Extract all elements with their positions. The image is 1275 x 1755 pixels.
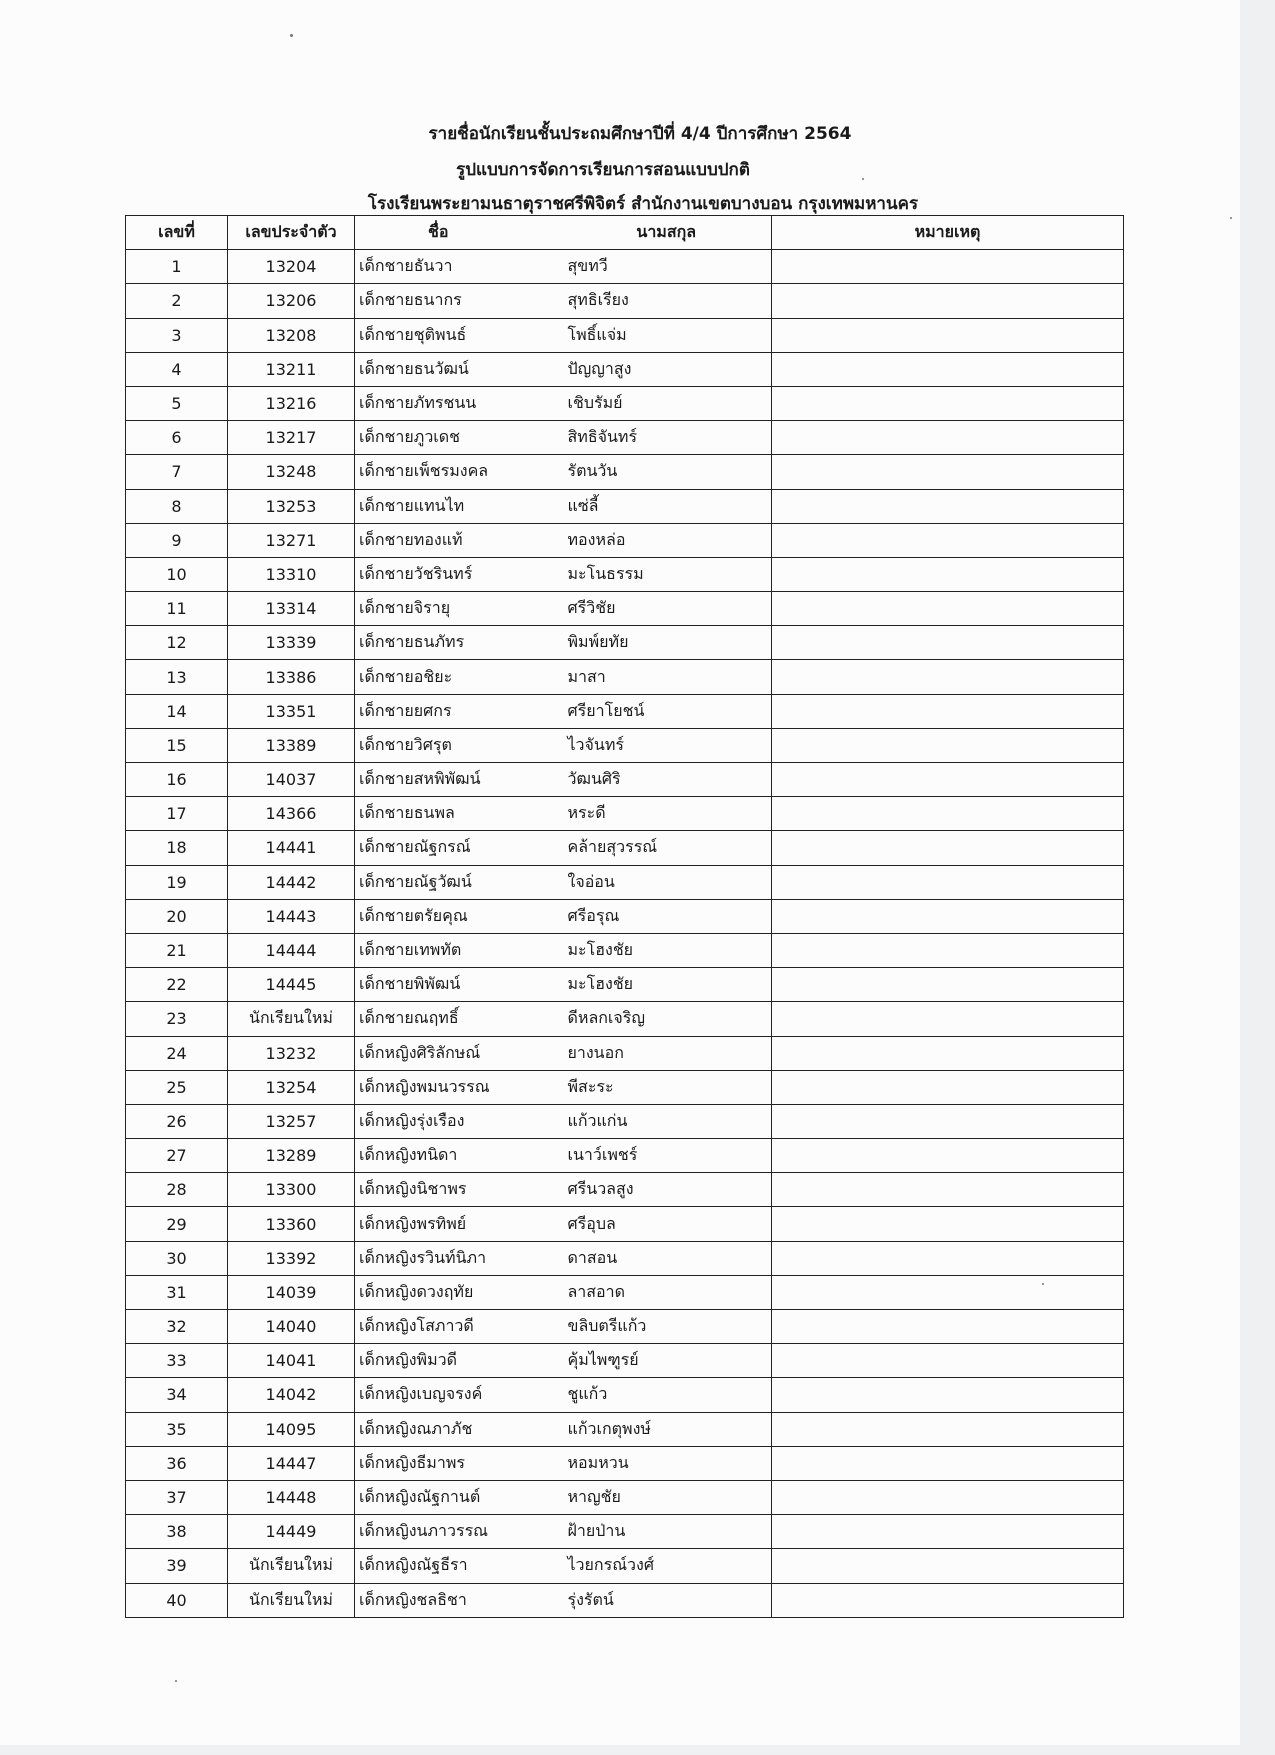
cell-surname: ศรีอุบล	[562, 1207, 772, 1241]
cell-note	[772, 694, 1124, 728]
table-row	[126, 352, 1124, 386]
cell-student-id: 13248	[228, 455, 355, 489]
table-row	[126, 968, 1124, 1002]
cell-no: 34	[126, 1378, 228, 1412]
cell-no: 25	[126, 1070, 228, 1104]
cell-surname: ชูแก้ว	[562, 1378, 772, 1412]
cell-surname: ศรีวิชัย	[562, 592, 772, 626]
table-row	[126, 1207, 1124, 1241]
cell-surname: เชิบรัมย์	[562, 386, 772, 420]
cell-first-name: เด็กหญิงโสภาวดี	[355, 1310, 562, 1344]
cell-first-name: เด็กหญิงรวินท์นิภา	[355, 1241, 562, 1275]
cell-note	[772, 455, 1124, 489]
column-header-name: ชื่อ	[355, 216, 562, 250]
cell-surname: หระดี	[562, 797, 772, 831]
cell-first-name: เด็กชายณัฐวัฒน์	[355, 865, 562, 899]
cell-no: 27	[126, 1139, 228, 1173]
cell-note	[772, 592, 1124, 626]
cell-surname: ใจอ่อน	[562, 865, 772, 899]
cell-note	[772, 1412, 1124, 1446]
cell-surname: ฝ้ายป่าน	[562, 1515, 772, 1549]
cell-student-id: นักเรียนใหม่	[228, 1549, 355, 1583]
cell-student-id: 13216	[228, 386, 355, 420]
cell-surname: ลาสอาด	[562, 1275, 772, 1309]
table-row	[126, 386, 1124, 420]
cell-surname: แซ่ลี้	[562, 489, 772, 523]
scan-speck	[175, 1680, 177, 1682]
cell-first-name: เด็กหญิงธีมาพร	[355, 1446, 562, 1480]
cell-note	[772, 1275, 1124, 1309]
cell-surname: หอมหวน	[562, 1446, 772, 1480]
cell-first-name: เด็กชายแทนไท	[355, 489, 562, 523]
cell-first-name: เด็กหญิงณัฐกานต์	[355, 1480, 562, 1514]
table-row	[126, 1104, 1124, 1138]
scan-speck	[290, 34, 293, 37]
cell-no: 35	[126, 1412, 228, 1446]
cell-surname: ปัญญาสูง	[562, 352, 772, 386]
cell-note	[772, 1549, 1124, 1583]
cell-student-id: 14443	[228, 899, 355, 933]
column-header-no: เลขที่	[126, 216, 228, 250]
cell-no: 26	[126, 1104, 228, 1138]
cell-first-name: เด็กชายภัทรชนน	[355, 386, 562, 420]
table-row	[126, 1378, 1124, 1412]
cell-surname: ศรีอรุณ	[562, 899, 772, 933]
cell-note	[772, 421, 1124, 455]
cell-no: 28	[126, 1173, 228, 1207]
cell-no: 9	[126, 523, 228, 557]
cell-first-name: เด็กหญิงพิมวดี	[355, 1344, 562, 1378]
cell-first-name: เด็กชายธนพล	[355, 797, 562, 831]
cell-surname: คล้ายสุวรรณ์	[562, 831, 772, 865]
cell-student-id: 13289	[228, 1139, 355, 1173]
cell-first-name: เด็กหญิงศิริลักษณ์	[355, 1036, 562, 1070]
cell-surname: สิทธิจันทร์	[562, 421, 772, 455]
cell-note	[772, 1446, 1124, 1480]
cell-no: 31	[126, 1275, 228, 1309]
table-row	[126, 831, 1124, 865]
cell-note	[772, 557, 1124, 591]
cell-note	[772, 763, 1124, 797]
cell-no: 23	[126, 1002, 228, 1036]
cell-first-name: เด็กหญิงทนิดา	[355, 1139, 562, 1173]
cell-note	[772, 1207, 1124, 1241]
cell-first-name: เด็กชายวัชรินทร์	[355, 557, 562, 591]
cell-first-name: เด็กชายธันวา	[355, 250, 562, 284]
cell-no: 37	[126, 1480, 228, 1514]
cell-note	[772, 933, 1124, 967]
cell-note	[772, 318, 1124, 352]
cell-no: 14	[126, 694, 228, 728]
table-row	[126, 694, 1124, 728]
cell-no: 19	[126, 865, 228, 899]
table-row	[126, 1480, 1124, 1514]
cell-note	[772, 660, 1124, 694]
cell-first-name: เด็กหญิงนิชาพร	[355, 1173, 562, 1207]
cell-no: 20	[126, 899, 228, 933]
cell-first-name: เด็กชายตรัยคุณ	[355, 899, 562, 933]
cell-student-id: 14448	[228, 1480, 355, 1514]
cell-student-id: 14042	[228, 1378, 355, 1412]
column-header-note: หมายเหตุ	[772, 216, 1124, 250]
cell-note	[772, 1036, 1124, 1070]
cell-note	[772, 1104, 1124, 1138]
cell-note	[772, 1583, 1124, 1617]
cell-no: 24	[126, 1036, 228, 1070]
table-row	[126, 1583, 1124, 1617]
cell-first-name: เด็กหญิงเบญจรงค์	[355, 1378, 562, 1412]
cell-note	[772, 728, 1124, 762]
table-row	[126, 1275, 1124, 1309]
cell-first-name: เด็กชายธนวัฒน์	[355, 352, 562, 386]
cell-first-name: เด็กชายสหพิพัฒน์	[355, 763, 562, 797]
cell-student-id: 14039	[228, 1275, 355, 1309]
cell-note	[772, 523, 1124, 557]
table-row	[126, 660, 1124, 694]
cell-note	[772, 1002, 1124, 1036]
cell-note	[772, 626, 1124, 660]
cell-student-id: 13253	[228, 489, 355, 523]
cell-student-id: 14366	[228, 797, 355, 831]
cell-surname: คุ้มไพฑูรย์	[562, 1344, 772, 1378]
cell-student-id: 13211	[228, 352, 355, 386]
table-row	[126, 592, 1124, 626]
cell-note	[772, 1378, 1124, 1412]
cell-first-name: เด็กชายณฤทธิ์	[355, 1002, 562, 1036]
cell-first-name: เด็กชายธนากร	[355, 284, 562, 318]
table-row	[126, 1002, 1124, 1036]
table-row	[126, 865, 1124, 899]
cell-no: 2	[126, 284, 228, 318]
table-row	[126, 797, 1124, 831]
column-header-surname: นามสกุล	[562, 216, 772, 250]
document-title: รายชื่อนักเรียนชั้นประถมศึกษาปีที่ 4/4 ปีการศึกษา 2564	[428, 124, 852, 144]
cell-first-name: เด็กชายทองแท้	[355, 523, 562, 557]
cell-student-id: 14445	[228, 968, 355, 1002]
column-header-id: เลขประจำตัว	[228, 216, 355, 250]
table-row	[126, 1549, 1124, 1583]
table-row	[126, 1310, 1124, 1344]
cell-no: 1	[126, 250, 228, 284]
cell-first-name: เด็กหญิงณภาภัช	[355, 1412, 562, 1446]
table-row	[126, 1412, 1124, 1446]
cell-note	[772, 250, 1124, 284]
cell-note	[772, 797, 1124, 831]
cell-note	[772, 1241, 1124, 1275]
cell-surname: ขลิบตรีแก้ว	[562, 1310, 772, 1344]
scan-speck	[1230, 217, 1232, 219]
table-header-row	[126, 216, 1124, 250]
table-row	[126, 1173, 1124, 1207]
cell-first-name: เด็กชายเพ็ชรมงคล	[355, 455, 562, 489]
cell-student-id: 14442	[228, 865, 355, 899]
cell-first-name: เด็กหญิงชลธิชา	[355, 1583, 562, 1617]
cell-note	[772, 1515, 1124, 1549]
scan-margin-bottom	[0, 1745, 1275, 1755]
student-roster-table	[125, 215, 1124, 1618]
cell-surname: เนาว์เพชร์	[562, 1139, 772, 1173]
cell-student-id: 13351	[228, 694, 355, 728]
cell-first-name: เด็กหญิงรุ่งเรือง	[355, 1104, 562, 1138]
cell-no: 38	[126, 1515, 228, 1549]
cell-student-id: 14041	[228, 1344, 355, 1378]
cell-note	[772, 1173, 1124, 1207]
table-row	[126, 1070, 1124, 1104]
cell-student-id: 13300	[228, 1173, 355, 1207]
cell-note	[772, 386, 1124, 420]
cell-first-name: เด็กชายยศกร	[355, 694, 562, 728]
cell-no: 15	[126, 728, 228, 762]
cell-student-id: นักเรียนใหม่	[228, 1583, 355, 1617]
cell-first-name: เด็กชายภูวเดช	[355, 421, 562, 455]
cell-surname: ไวยกรณ์วงศ์	[562, 1549, 772, 1583]
cell-student-id: 13271	[228, 523, 355, 557]
cell-first-name: เด็กหญิงพรทิพย์	[355, 1207, 562, 1241]
cell-note	[772, 352, 1124, 386]
table-row	[126, 1344, 1124, 1378]
cell-no: 16	[126, 763, 228, 797]
table-row	[126, 318, 1124, 352]
cell-surname: แก้วเกตุพงษ์	[562, 1412, 772, 1446]
cell-student-id: 14441	[228, 831, 355, 865]
table-row	[126, 489, 1124, 523]
cell-first-name: เด็กหญิงณัฐธีรา	[355, 1549, 562, 1583]
table-row	[126, 1241, 1124, 1275]
cell-student-id: 13217	[228, 421, 355, 455]
cell-surname: ดาสอน	[562, 1241, 772, 1275]
cell-note	[772, 968, 1124, 1002]
cell-note	[772, 899, 1124, 933]
cell-no: 8	[126, 489, 228, 523]
cell-student-id: 13204	[228, 250, 355, 284]
cell-first-name: เด็กหญิงนภาวรรณ	[355, 1515, 562, 1549]
cell-surname: มะโฮงชัย	[562, 968, 772, 1002]
cell-student-id: 13360	[228, 1207, 355, 1241]
table-row	[126, 1139, 1124, 1173]
cell-student-id: 13257	[228, 1104, 355, 1138]
cell-student-id: 13386	[228, 660, 355, 694]
cell-first-name: เด็กชายชุติพนธ์	[355, 318, 562, 352]
cell-note	[772, 1480, 1124, 1514]
cell-student-id: 14095	[228, 1412, 355, 1446]
document-subtitle: รูปแบบการจัดการเรียนการสอนแบบปกติ	[456, 160, 750, 180]
cell-surname: วัฒนศิริ	[562, 763, 772, 797]
cell-no: 4	[126, 352, 228, 386]
cell-student-id: 14040	[228, 1310, 355, 1344]
table-row	[126, 933, 1124, 967]
cell-no: 11	[126, 592, 228, 626]
cell-first-name: เด็กหญิงดวงฤทัย	[355, 1275, 562, 1309]
table-row	[126, 523, 1124, 557]
cell-note	[772, 865, 1124, 899]
cell-no: 10	[126, 557, 228, 591]
cell-student-id: 14444	[228, 933, 355, 967]
cell-no: 12	[126, 626, 228, 660]
cell-no: 40	[126, 1583, 228, 1617]
cell-surname: รุ่งรัตน์	[562, 1583, 772, 1617]
cell-note	[772, 284, 1124, 318]
cell-no: 36	[126, 1446, 228, 1480]
cell-student-id: 14037	[228, 763, 355, 797]
table-row	[126, 763, 1124, 797]
cell-no: 17	[126, 797, 228, 831]
cell-surname: แก้วแก่น	[562, 1104, 772, 1138]
cell-surname: สุขทวี	[562, 250, 772, 284]
cell-first-name: เด็กชายพิพัฒน์	[355, 968, 562, 1002]
cell-note	[772, 1070, 1124, 1104]
cell-student-id: 13254	[228, 1070, 355, 1104]
cell-note	[772, 831, 1124, 865]
cell-student-id: 13208	[228, 318, 355, 352]
cell-no: 3	[126, 318, 228, 352]
cell-surname: มาสา	[562, 660, 772, 694]
cell-surname: ศรียาโยชน์	[562, 694, 772, 728]
cell-student-id: 13389	[228, 728, 355, 762]
cell-no: 18	[126, 831, 228, 865]
cell-surname: ศรีนวลสูง	[562, 1173, 772, 1207]
cell-no: 21	[126, 933, 228, 967]
table-row	[126, 1446, 1124, 1480]
cell-first-name: เด็กชายณัฐกรณ์	[355, 831, 562, 865]
cell-surname: ยางนอก	[562, 1036, 772, 1070]
cell-first-name: เด็กชายวิศรุต	[355, 728, 562, 762]
cell-surname: ดีหลกเจริญ	[562, 1002, 772, 1036]
cell-no: 32	[126, 1310, 228, 1344]
cell-surname: หาญชัย	[562, 1480, 772, 1514]
table-row	[126, 284, 1124, 318]
cell-surname: มะโฮงชัย	[562, 933, 772, 967]
cell-note	[772, 489, 1124, 523]
cell-surname: มะโนธรรม	[562, 557, 772, 591]
cell-no: 5	[126, 386, 228, 420]
cell-first-name: เด็กชายจิรายุ	[355, 592, 562, 626]
table-row	[126, 557, 1124, 591]
cell-student-id: นักเรียนใหม่	[228, 1002, 355, 1036]
table-row	[126, 1036, 1124, 1070]
cell-first-name: เด็กชายอชิยะ	[355, 660, 562, 694]
cell-no: 13	[126, 660, 228, 694]
cell-first-name: เด็กชายเทพทัต	[355, 933, 562, 967]
cell-student-id: 13314	[228, 592, 355, 626]
table-row	[126, 455, 1124, 489]
cell-surname: รัตนวัน	[562, 455, 772, 489]
cell-surname: สุทธิเรียง	[562, 284, 772, 318]
table-row	[126, 250, 1124, 284]
table-row	[126, 728, 1124, 762]
cell-surname: ทองหล่อ	[562, 523, 772, 557]
cell-no: 22	[126, 968, 228, 1002]
cell-first-name: เด็กหญิงพมนวรรณ	[355, 1070, 562, 1104]
cell-surname: ไวจันทร์	[562, 728, 772, 762]
cell-student-id: 13310	[228, 557, 355, 591]
cell-note	[772, 1139, 1124, 1173]
cell-student-id: 14447	[228, 1446, 355, 1480]
cell-student-id: 13392	[228, 1241, 355, 1275]
cell-no: 33	[126, 1344, 228, 1378]
table-row	[126, 899, 1124, 933]
cell-student-id: 13232	[228, 1036, 355, 1070]
cell-student-id: 14449	[228, 1515, 355, 1549]
cell-no: 7	[126, 455, 228, 489]
cell-first-name: เด็กชายธนภัทร	[355, 626, 562, 660]
cell-no: 30	[126, 1241, 228, 1275]
table-row	[126, 421, 1124, 455]
cell-no: 29	[126, 1207, 228, 1241]
cell-note	[772, 1310, 1124, 1344]
table-row	[126, 626, 1124, 660]
scan-margin-right	[1240, 0, 1275, 1755]
table-row	[126, 1515, 1124, 1549]
cell-student-id: 13206	[228, 284, 355, 318]
cell-surname: พิมพ์ยทัย	[562, 626, 772, 660]
cell-no: 6	[126, 421, 228, 455]
cell-no: 39	[126, 1549, 228, 1583]
cell-surname: พีสะระ	[562, 1070, 772, 1104]
cell-note	[772, 1344, 1124, 1378]
school-name: โรงเรียนพระยามนธาตุราชศรีพิจิตร์ สำนักงานเขตบางบอน กรุงเทพมหานคร	[367, 194, 919, 214]
cell-student-id: 13339	[228, 626, 355, 660]
cell-surname: โพธิ์แจ่ม	[562, 318, 772, 352]
